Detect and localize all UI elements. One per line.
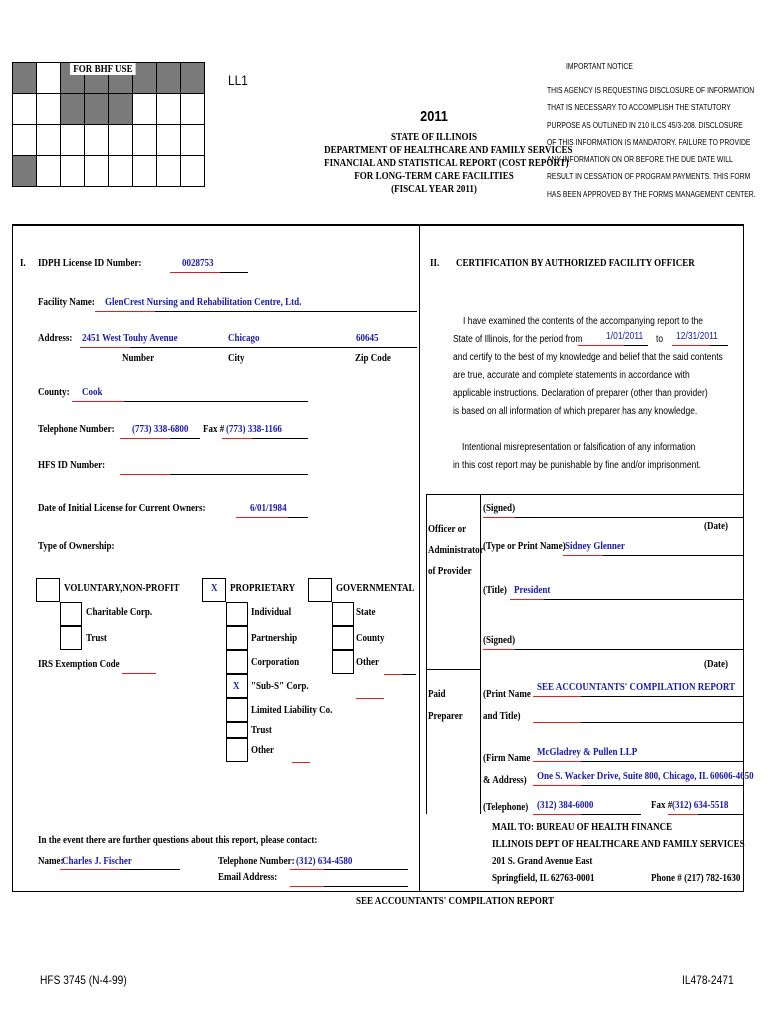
mail-to-block: MAIL TO: BUREAU OF HEALTH FINANCE ILLINOIS DEPT OF HEALTHCARE AND FAMILY SERVICES 201 S. Grand Avenue East	[492, 821, 745, 867]
city-value[interactable]: Chicago	[228, 332, 260, 344]
section-divider	[419, 224, 420, 892]
period-to-underline	[710, 345, 728, 346]
other2-underline	[402, 674, 416, 675]
preparer-fax-value[interactable]: (312) 634-5518	[672, 799, 729, 811]
other-checkbox[interactable]	[226, 738, 248, 762]
street-value[interactable]: 2451 West Touhy Avenue	[82, 332, 178, 344]
form-code: IL478-2471	[682, 973, 734, 987]
fiscal-year: (FISCAL YEAR 2011)	[391, 183, 477, 195]
county-label: County:	[38, 386, 70, 398]
license-underline	[220, 272, 248, 273]
main-top-border	[12, 224, 744, 226]
subs-label: "Sub-S" Corp.	[251, 680, 309, 692]
main-right-border	[743, 224, 744, 892]
officer-title-value[interactable]: President	[514, 584, 551, 596]
individual-label: Individual	[251, 606, 292, 618]
hfs-underline-red	[120, 474, 170, 475]
section2-title: CERTIFICATION BY AUTHORIZED FACILITY OFFICER	[456, 257, 695, 269]
preparer-name-value[interactable]: SEE ACCOUNTANTS' COMPILATION REPORT	[537, 681, 736, 693]
notice-text: THIS AGENCY IS REQUESTING DISCLOSURE OF INFORMATION THAT IS NECESSARY TO ACCOMPLISH THE STATUTORY PURPOSE AS OUTLINED IN 210 ILCS 45/3-208. DISCLOSURE OF THIS INFORMATION IS MANDATORY. FAILURE TO PROVIDE ANY INFORMATION ON OR BEFORE THE DUE DATE WILL RESULT IN CESSATION OF PROGRAM PAYMENTS. THIS FORM HAS BEEN APPROVED BY THE FORMS MANAGEMENT CENTER.	[547, 86, 756, 199]
compilation-note: SEE ACCOUNTANTS' COMPILATION REPORT	[356, 895, 555, 907]
contact-phone-underline-red	[290, 869, 324, 870]
address-underline	[130, 347, 417, 348]
license-label: IDPH License ID Number:	[38, 257, 142, 269]
firm-address-value[interactable]: One S. Wacker Drive, Suite 800, Chicago, IL 60606-4650	[537, 770, 754, 782]
contact-name-underline-red	[60, 869, 120, 870]
officer-title-underline-red	[510, 599, 544, 600]
license-date-underline-red	[236, 517, 288, 518]
license-date-underline	[288, 517, 308, 518]
trust2-label: Trust	[251, 724, 272, 736]
fax-label: Fax #	[203, 423, 225, 435]
cert-line-5: applicable instructions. Declaration of preparer (other than provider)	[453, 388, 708, 399]
facility-underline-red	[95, 311, 155, 312]
officer-name-underline	[603, 555, 744, 556]
firm-name-value[interactable]: McGladrey & Pullen LLP	[537, 746, 638, 758]
sig-top-line	[426, 494, 744, 495]
header-block	[300, 108, 573, 195]
trust-label: Trust	[86, 632, 107, 644]
county-option-label: County	[356, 632, 385, 644]
cert-line-6: is based on all information of which preparer has any knowledge.	[453, 406, 698, 417]
ll1-code: LL1	[228, 72, 248, 88]
facility-underline	[155, 311, 417, 312]
fax-value[interactable]: (773) 338-1166	[226, 423, 282, 435]
officer-date-label: (Date)	[704, 520, 729, 532]
preparer-title-underline-red	[533, 722, 581, 723]
period-to-underline-red	[672, 345, 710, 346]
firm-label: (Firm Name & Address)	[483, 752, 531, 786]
governmental-label: GOVERNMENTAL	[336, 582, 415, 594]
email-label: Email Address:	[218, 871, 278, 883]
license-underline-red	[170, 272, 220, 273]
proprietary-label: PROPRIETARY	[230, 582, 296, 594]
county-checkbox[interactable]	[332, 626, 354, 650]
officer-bottom-line	[426, 669, 480, 670]
preparer-signed-underline	[515, 649, 744, 650]
facility-label: Facility Name:	[38, 296, 95, 308]
main-bottom-border	[12, 891, 744, 892]
proprietary-mark: X	[211, 582, 218, 594]
officer-signed-underline	[515, 517, 744, 518]
preparer-name-underline	[581, 696, 744, 697]
preparer-title-underline	[581, 722, 744, 723]
other2-checkbox[interactable]	[332, 650, 354, 674]
phone-value[interactable]: (773) 338-6800	[132, 423, 189, 435]
contact-phone-underline	[324, 869, 408, 870]
corporation-label: Corporation	[251, 656, 300, 668]
zip-caption: Zip Code	[355, 352, 391, 364]
license-date-label: Date of Initial License for Current Owners:	[38, 502, 206, 514]
fax-underline-red	[222, 438, 252, 439]
preparer-date-label: (Date)	[704, 658, 729, 670]
trust-checkbox[interactable]	[60, 626, 82, 650]
officer-title-underline	[544, 599, 744, 600]
period-to-label: to	[656, 334, 664, 345]
preparer-name-underline-red	[533, 696, 581, 697]
report-title: FINANCIAL AND STATISTICAL REPORT (COST REPORT)	[324, 157, 569, 169]
email-underline	[324, 886, 408, 887]
llc-checkbox[interactable]	[226, 698, 248, 722]
governmental-checkbox[interactable]	[308, 578, 332, 602]
firm-name-underline	[581, 761, 744, 762]
department-name: DEPARTMENT OF HEALTHCARE AND FAMILY SERVICES	[324, 144, 573, 156]
notice-title: IMPORTANT NOTICE	[566, 62, 633, 71]
state-label: State	[356, 606, 376, 618]
license-date-value[interactable]: 6/01/1984	[250, 502, 287, 514]
cert-line-2: State of Illinois, for the period from	[453, 334, 583, 345]
contact-name-underline	[120, 869, 180, 870]
phone-underline-red	[120, 438, 170, 439]
paid-preparer-label: Paid Preparer	[428, 688, 463, 722]
mail-phone: Phone # (217) 782-1630	[651, 872, 741, 884]
preparer-phone-label: (Telephone)	[483, 801, 529, 813]
state-name: STATE OF ILLINOIS	[390, 131, 478, 143]
firm-address-underline	[581, 785, 744, 786]
section1-numeral: I.	[20, 257, 26, 269]
type-print-name-label: (Type or Print Name)	[483, 540, 566, 552]
preparer-fax-label: Fax #	[651, 799, 673, 811]
phone-label: Telephone Number:	[38, 423, 115, 435]
period-from-underline-red	[578, 345, 624, 346]
partnership-label: Partnership	[251, 632, 298, 644]
preparer-fax-underline-red	[668, 814, 698, 815]
facilities-title: FOR LONG-TERM CARE FACILITIES	[354, 170, 514, 182]
individual-checkbox[interactable]	[226, 602, 248, 626]
col3-underline-red	[356, 698, 384, 699]
charitable-checkbox[interactable]	[60, 602, 82, 626]
preparer-phone-underline-red	[533, 814, 581, 815]
address-underline-red	[80, 347, 130, 348]
county-underline-red	[72, 401, 124, 402]
questions-text: In the event there are further questions about this report, please contact:	[38, 834, 318, 846]
cert-line-3: and certify to the best of my knowledge and belief that the said contents	[453, 352, 723, 363]
voluntary-label: VOLUNTARY,NON-PROFIT	[64, 582, 180, 594]
preparer-signed-underline-red	[483, 649, 515, 650]
warning-line-1: Intentional misrepresentation or falsification of any information	[462, 442, 696, 453]
partnership-checkbox[interactable]	[226, 626, 248, 650]
officer-title-label: (Title)	[483, 584, 507, 596]
hfs-label: HFS ID Number:	[38, 459, 106, 471]
number-caption: Number	[122, 352, 155, 364]
llc-label: Limited Liability Co.	[251, 704, 333, 716]
contact-phone-value[interactable]: (312) 634-4580	[296, 855, 353, 867]
mail-city: Springfield, IL 62763-0001	[492, 872, 595, 884]
officer-name-underline-red	[563, 555, 603, 556]
fax-underline	[252, 438, 308, 439]
cert-line-1: I have examined the contents of the accompanying report to the	[463, 316, 704, 327]
officer-label: Officer or Administrator of Provider	[428, 523, 484, 577]
preparer-signed-label: (Signed)	[483, 634, 516, 646]
voluntary-checkbox[interactable]	[36, 578, 60, 602]
county-value[interactable]: Cook	[82, 386, 103, 398]
main-left-border	[12, 224, 13, 892]
bhf-use-grid	[12, 62, 205, 187]
officer-name-value[interactable]: Sidney Glenner	[565, 540, 625, 552]
cert-line-4: are true, accurate and complete statements in accordance with	[453, 370, 690, 381]
other2-label: Other	[356, 656, 380, 668]
subs-mark: X	[233, 680, 240, 692]
firm-address-underline-red	[533, 785, 581, 786]
warning-line-2: in this cost report may be punishable by fine and/or imprisonment.	[453, 460, 702, 471]
firm-name-underline-red	[533, 761, 581, 762]
email-underline-red	[290, 886, 324, 887]
print-name-label: (Print Name and Title)	[483, 688, 531, 722]
officer-signed-underline-red	[483, 517, 515, 518]
charitable-label: Charitable Corp.	[86, 606, 153, 618]
preparer-phone-value[interactable]: (312) 384-6000	[537, 799, 594, 811]
for-bhf-use-label: FOR BHF USE	[70, 63, 136, 75]
zip-value[interactable]: 60645	[356, 332, 379, 344]
license-value[interactable]: 0028753	[182, 257, 214, 269]
county-underline	[124, 401, 308, 402]
corporation-checkbox[interactable]	[226, 650, 248, 674]
ownership-label: Type of Ownership:	[38, 540, 115, 552]
other-label: Other	[251, 744, 275, 756]
irs-label: IRS Exemption Code	[38, 658, 120, 670]
form-id: HFS 3745 (N-4-99)	[40, 973, 127, 987]
preparer-phone-underline	[581, 814, 641, 815]
period-from-underline	[624, 345, 648, 346]
irs-underline-red	[122, 673, 156, 674]
trust2-checkbox[interactable]	[226, 722, 248, 738]
sig-left-line	[426, 494, 427, 814]
contact-phone-label: Telephone Number:	[218, 855, 295, 867]
period-from-value[interactable]: 1/01/2011	[606, 331, 644, 342]
period-to-value[interactable]: 12/31/2011	[676, 331, 718, 342]
other-underline-red	[292, 762, 310, 763]
other2-underline-red	[384, 674, 402, 675]
facility-value[interactable]: GlenCrest Nursing and Rehabilitation Centre, Ltd.	[105, 296, 302, 308]
phone-underline	[170, 438, 200, 439]
section2-numeral: II.	[430, 257, 440, 269]
contact-name-value[interactable]: Charles J. Fischer	[62, 855, 132, 867]
state-checkbox[interactable]	[332, 602, 354, 626]
hfs-underline	[170, 474, 308, 475]
contact-name-label: Name:	[38, 855, 64, 867]
preparer-fax-underline	[698, 814, 744, 815]
address-label: Address:	[38, 332, 73, 344]
report-year: 2011	[420, 108, 448, 125]
officer-signed-label: (Signed)	[483, 502, 516, 514]
city-caption: City	[228, 352, 245, 364]
